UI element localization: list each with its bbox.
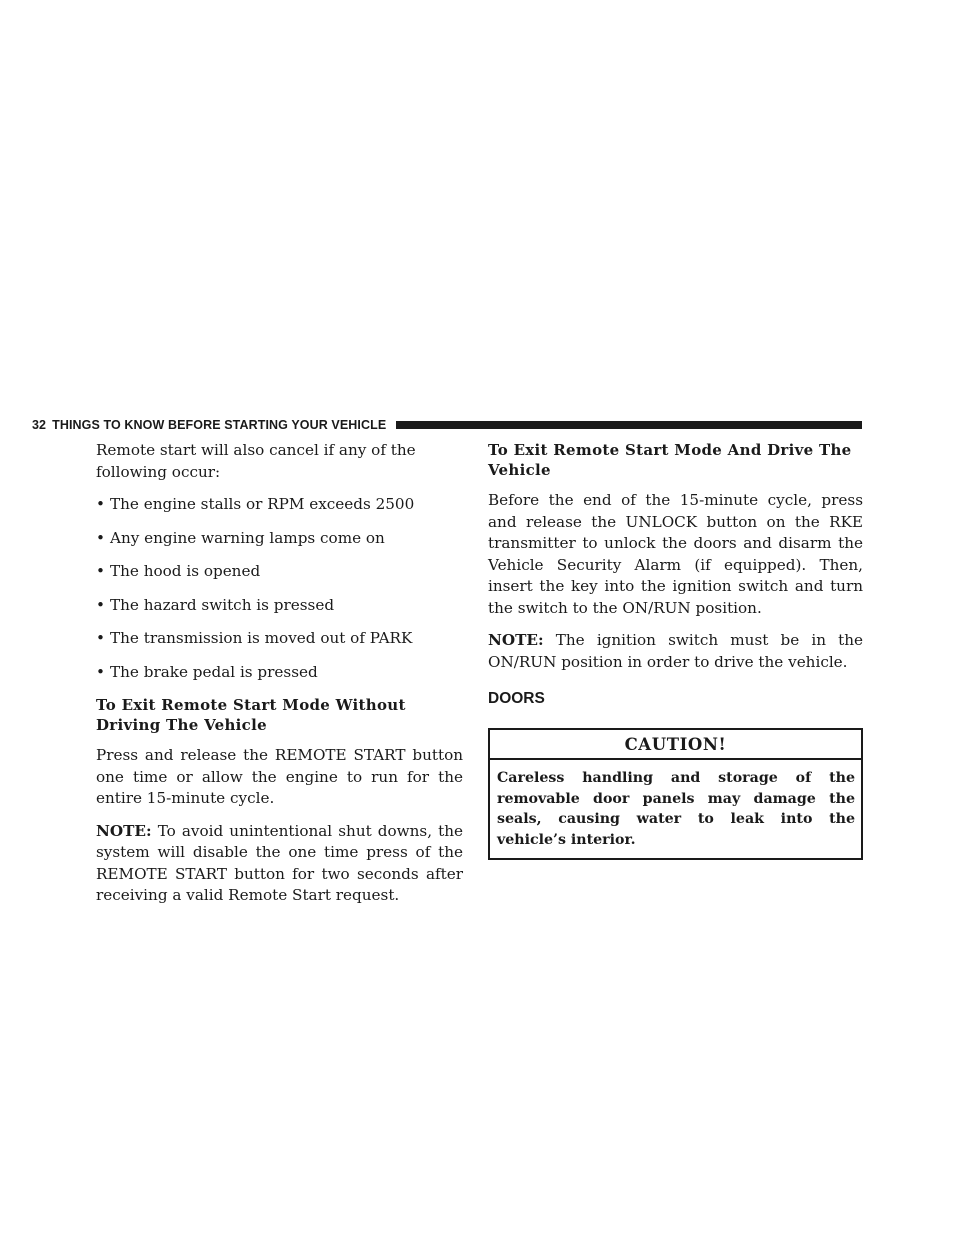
right-column — [488, 440, 863, 860]
list-item: • The brake pedal is pressed — [96, 662, 463, 684]
exit-and-drive-heading: To Exit Remote Start Mode And Drive The Vehicle — [488, 441, 852, 479]
cancel-conditions-list — [96, 494, 463, 683]
bullet-icon: • — [96, 528, 105, 547]
bullet-icon: • — [96, 595, 105, 614]
header-rule — [396, 421, 862, 429]
list-item: • The hood is opened — [96, 561, 463, 583]
list-item: • Any engine warning lamps come on — [96, 528, 463, 550]
note-paragraph — [488, 630, 863, 673]
chapter-title: THINGS TO KNOW BEFORE STARTING YOUR VEHICLE — [52, 418, 387, 432]
list-item: • The engine stalls or RPM exceeds 2500 — [96, 494, 463, 516]
list-item: • The hazard switch is pressed — [96, 595, 463, 617]
exit-without-driving-text: Press and release the REMOTE START button one time or allow the engine to run for the entire 15-minute cycle. — [96, 746, 463, 807]
note-paragraph — [96, 821, 463, 907]
bullet-icon: • — [96, 495, 105, 513]
page-header — [32, 417, 862, 433]
caution-box — [488, 728, 863, 861]
note-text: The ignition switch must be in the ON/RUN position in order to drive the vehicle. — [488, 631, 864, 671]
bullet-icon: • — [96, 662, 105, 681]
note-label: NOTE: — [488, 631, 544, 649]
page-number: 32 — [32, 418, 47, 432]
note-text: To avoid unintentional shut downs, the system will disable the one time press of the REMOTE START button for two seconds after receiving a valid Remote Start request. — [96, 821, 463, 904]
bullet-icon: • — [96, 629, 105, 647]
caution-text: Careless handling and storage of the removable door panels may damage the seals, causing water to leak into the vehicle’s interior. — [497, 770, 855, 848]
exit-and-drive-text: Before the end of the 15-minute cycle, press and release the UNLOCK button on the RKE transmitter to unlock the doors and disarm the Vehicle Security Alarm (if equipped). Then, insert the key into the ignition switch and turn the switch to the ON/RUN position. — [488, 491, 863, 617]
caution-title: CAUTION! — [490, 730, 861, 761]
bullet-icon: • — [96, 562, 105, 580]
exit-without-driving-heading: To Exit Remote Start Mode Without Driving The Vehicle — [96, 696, 406, 734]
intro-text: Remote start will also cancel if any of the following occur: — [96, 441, 416, 481]
note-label: NOTE: — [96, 821, 152, 840]
list-item: • The transmission is moved out of PARK — [96, 628, 463, 650]
left-column — [96, 440, 463, 918]
section-title-doors: DOORS — [488, 690, 545, 707]
